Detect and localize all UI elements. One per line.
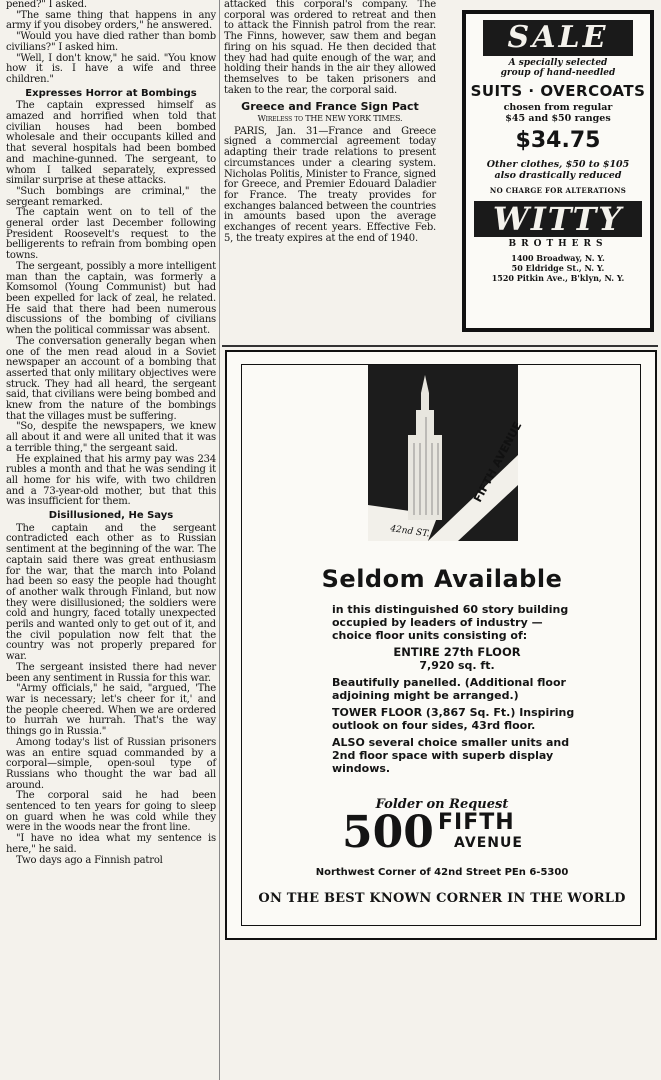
paragraph: PARIS, Jan. 31—France and Greece signed a commercial agreement today adapting their trade relations to present circumstances under a clearing system. Nicholas Politis, Minister to France, signed for Greece, and Premier Edouard Daladier for France. The treaty provides for exchanges balanced between the countries in amounts based upon the average exchanges of recent years. Effective Feb. 5, the treaty expires at the end of 1940. — [224, 125, 436, 244]
paragraph: "So, despite the newspapers, we knew all about it and were all united that it was a terrible thing," the sergeant said. — [6, 421, 216, 454]
ad-headline: Seldom Available — [321, 565, 563, 593]
skyscraper-illustration — [368, 365, 525, 541]
wire-credit: Wireless to THE NEW YORK TIMES. — [257, 114, 403, 124]
paragraph: The captain went on to tell of the general order last December following President Roosevelt's request to the belligerents to refrain from bombing open towns. — [6, 207, 216, 262]
sale-subtitle: group of hand-needled — [500, 68, 616, 78]
sale-title: SALE — [483, 20, 633, 56]
sale-chosen: chosen from regular — [503, 102, 613, 113]
building-body — [408, 435, 442, 520]
paragraph: The captain and the sergeant contradicted each other as to Russian sentiment at the beginning of the war. The captain said there was great enthusiasm for the war, that the march into Poland had been so easy the people had thought of another walk through Finland, but now they were disillusioned; the soldiers were cold and hungry, faced totally unexpected perils and wanted only to get out of it, and the civil population now felt that the country was not properly prepared for war. — [6, 522, 216, 663]
sale-chosen: $45 and $50 ranges — [505, 113, 611, 124]
brand-logo: WITTY — [474, 201, 642, 237]
brand-brothers: BROTHERS — [508, 239, 608, 249]
sale-subtitle: A specially selected — [508, 58, 608, 68]
ad-number: 500 — [342, 807, 434, 858]
store-address: 1520 Pitkin Ave., B'klyn, N. Y. — [491, 273, 625, 283]
ad-fifth: FIFTH — [438, 810, 515, 835]
sale-no-charge: NO CHARGE FOR ALTERATIONS — [489, 186, 627, 195]
ad-sqft: 7,920 sq. ft. — [419, 659, 495, 672]
building-tower — [416, 410, 434, 440]
paragraph: The corporal said he had been sentenced to ten years for going to sleep on guard when he was cold while they were in the woods near the front line. — [6, 790, 216, 834]
sale-price: $34.75 — [515, 128, 601, 153]
paragraph: "Army officials," he said, "argued, 'The war is necessary; let's cheer for it,' and the people cheered. When we are ordered to hurrah we hurrah. That's the way things go in Russia." — [6, 683, 216, 738]
street-label-42nd: 42nd ST. — [389, 524, 431, 540]
paragraph: He explained that his army pay was 234 rubles a month and that he was sending it all home for his wife, with two children and a 73-year-old mother, but that this was insufficient for them. — [6, 453, 216, 508]
paragraph: "Such bombings are criminal," the sergeant remarked. — [6, 185, 216, 208]
subheading-disillusioned: Disillusioned, He Says — [48, 510, 174, 522]
ad-corner: Northwest Corner of 42nd Street PEn 6-5300 — [315, 867, 569, 878]
headline-greece-france: Greece and France Sign Pact — [241, 100, 419, 114]
paragraph: The sergeant, possibly a more intelligent man than the captain, was formerly a Komsomol (Young Communist) but had been expelled for lack of zeal, he related. He said that there had been numerous discussions of the bombing of civilians when the political commissar was absent. — [6, 260, 216, 337]
ad-tower: TOWER FLOOR (3,867 Sq. Ft.) Inspiring outlook on four sides, 43rd floor. — [332, 706, 575, 732]
ad-body — [332, 603, 582, 775]
witty-brothers-ad — [462, 10, 654, 332]
news-column-left — [6, 0, 216, 1080]
paragraph: The conversation generally began when one of the men read aloud in a Soviet newspaper an account of a bombing that asserted that only military objectives were struck. They had all heard, the sergeant said, that civilians were being bombed and knew from the nature of the bombings that the villages must be suffering. — [6, 335, 216, 422]
ad-folder: Folder on Request — [375, 797, 509, 812]
column-rule — [219, 0, 220, 1080]
sale-suits: SUITS · OVERCOATS — [470, 82, 646, 100]
sale-other: Other clothes, $50 to $105 — [486, 159, 630, 170]
sale-other: also drastically reduced — [494, 170, 622, 181]
store-address: 1400 Broadway, N. Y. — [511, 253, 605, 263]
ad-inner-frame — [241, 364, 641, 926]
building-spire — [421, 393, 429, 413]
section-rule — [222, 345, 658, 347]
news-column-middle — [224, 0, 436, 350]
paragraph: "Would you have died rather than bomb civilians?" I asked him. — [6, 31, 216, 53]
paragraph: attacked this corporal's company. The corporal was ordered to retreat and then to attack the Finnish patrol from the rear. The Finns, however, saw them and began firing on his squad. He then decided that they had had quite enough of the war, and holding their hands in the air they allowed themselves to be taken prisoners and taken to the rear, the corporal said. — [224, 0, 436, 96]
paragraph: "The same thing that happens in any army if you disobey orders," he answered. — [6, 9, 216, 32]
paragraph: pened?" I asked. — [6, 0, 87, 10]
paragraph: "Well, I don't know," he said. "You know how it is. I have a wife and three children." — [6, 52, 216, 85]
store-address: 50 Eldridge St., N. Y. — [511, 263, 605, 273]
ad-panelled: Beautifully panelled. (Additional floor adjoining might be arranged.) — [332, 676, 566, 702]
paragraph: Among today's list of Russian prisoners was an entire squad commanded by a corporal—simple, open-soul type of Russians who thought the war bad all around. — [6, 736, 216, 791]
ad-also: ALSO several choice smaller units and 2nd floor space with superb display windows. — [332, 736, 570, 775]
ad-intro: in this distinguished 60 story building occupied by leaders of industry —choice floor units consisting of: — [332, 603, 569, 642]
ad-floor: ENTIRE 27th FLOOR — [393, 645, 521, 659]
paragraph: The captain expressed himself as amazed and horrified when told that civilian houses had been bombed wholesale and their occupants killed and that several hospitals had been bombed and machine-gunned. The sergeant, to whom I talked separately, expressed similar surprise at these attacks. — [6, 100, 216, 187]
fifth-avenue-ad — [225, 350, 657, 940]
paragraph: "I have no idea what my sentence is here," he said. — [6, 833, 216, 855]
street-label-fifth: FIFTH AVENUE — [471, 419, 525, 505]
paragraph: Two days ago a Finnish patrol — [16, 854, 163, 866]
ad-avenue: AVENUE — [454, 835, 523, 851]
ad-tagline: ON THE BEST KNOWN CORNER IN THE WORLD — [258, 891, 626, 906]
subheading-bombings: Expresses Horror at Bombings — [25, 87, 197, 99]
paragraph: The sergeant insisted there had never been any sentiment in Russia for this war. — [6, 661, 216, 684]
